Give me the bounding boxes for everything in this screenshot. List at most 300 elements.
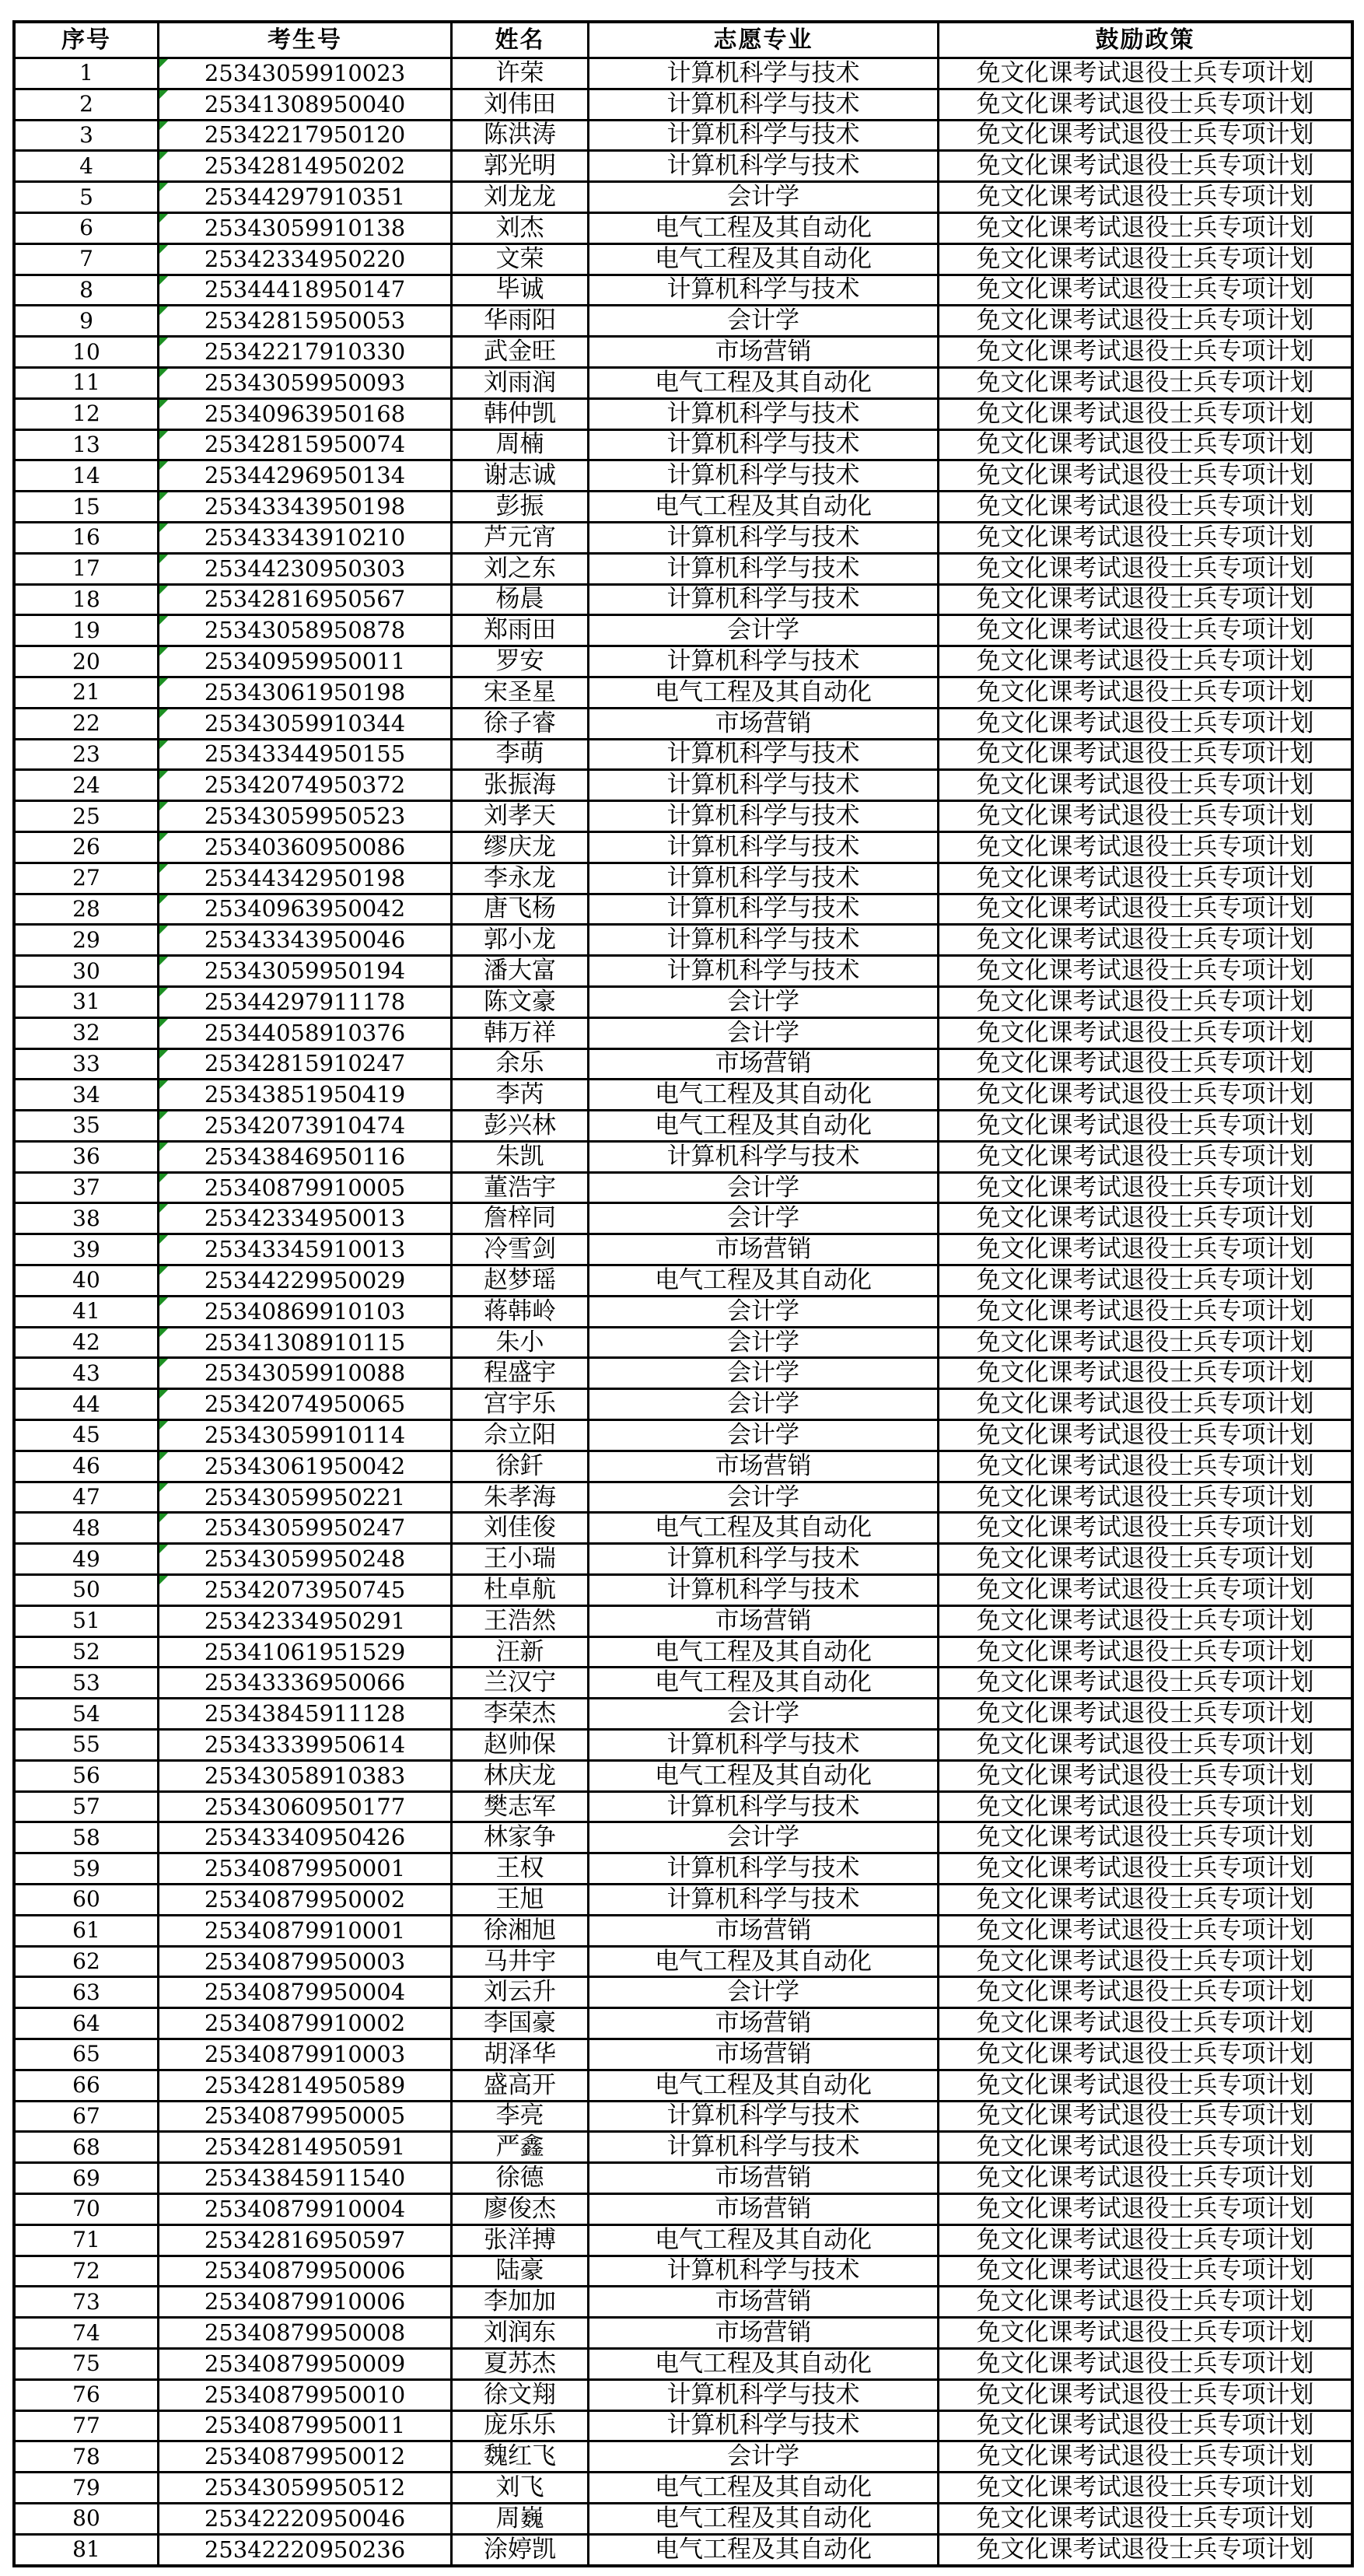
cell-name[interactable]: 周楠: [453, 431, 587, 460]
cell-major[interactable]: 计算机科学与技术: [589, 647, 937, 676]
cell-major[interactable]: 计算机科学与技术: [589, 1731, 937, 1759]
cell-index[interactable]: 18: [16, 586, 157, 614]
cell-candidate-id[interactable]: 25343059950512: [159, 2473, 450, 2502]
cell-index[interactable]: 55: [16, 1731, 157, 1759]
cell-candidate-id[interactable]: 25340879950004: [159, 1978, 450, 2007]
cell-name[interactable]: 刘龙龙: [453, 183, 587, 212]
cell-name[interactable]: 韩仲凯: [453, 400, 587, 429]
cell-major[interactable]: 会计学: [589, 616, 937, 645]
cell-name[interactable]: 刘云升: [453, 1978, 587, 2007]
cell-policy[interactable]: 免文化课考试退役士兵专项计划: [939, 1823, 1351, 1852]
cell-index[interactable]: 30: [16, 957, 157, 985]
cell-name[interactable]: 华雨阳: [453, 306, 587, 335]
cell-major[interactable]: 会计学: [589, 1483, 937, 1512]
cell-index[interactable]: 71: [16, 2226, 157, 2255]
cell-candidate-id[interactable]: 25340879910001: [159, 1916, 450, 1945]
cell-major[interactable]: 计算机科学与技术: [589, 926, 937, 954]
cell-index[interactable]: 65: [16, 2040, 157, 2069]
cell-name[interactable]: 王权: [453, 1854, 587, 1883]
cell-policy[interactable]: 免文化课考试退役士兵专项计划: [939, 1452, 1351, 1481]
cell-index[interactable]: 45: [16, 1421, 157, 1450]
cell-index[interactable]: 3: [16, 121, 157, 150]
cell-name[interactable]: 汪新: [453, 1638, 587, 1667]
cell-major[interactable]: 会计学: [589, 1823, 937, 1852]
cell-major[interactable]: 电气工程及其自动化: [589, 1111, 937, 1140]
cell-name[interactable]: 刘伟田: [453, 90, 587, 119]
cell-candidate-id[interactable]: 25340879950002: [159, 1885, 450, 1914]
cell-policy[interactable]: 免文化课考试退役士兵专项计划: [939, 90, 1351, 119]
cell-candidate-id[interactable]: 25340879950010: [159, 2381, 450, 2410]
cell-major[interactable]: 市场营销: [589, 2009, 937, 2038]
cell-name[interactable]: 廖俊杰: [453, 2195, 587, 2224]
cell-major[interactable]: 会计学: [589, 1390, 937, 1419]
cell-name[interactable]: 李加加: [453, 2287, 587, 2316]
cell-policy[interactable]: 免文化课考试退役士兵专项计划: [939, 2040, 1351, 2069]
cell-candidate-id[interactable]: 25343059950523: [159, 802, 450, 831]
cell-candidate-id[interactable]: 25343344950155: [159, 740, 450, 769]
cell-major[interactable]: 电气工程及其自动化: [589, 245, 937, 274]
cell-candidate-id[interactable]: 25340879950006: [159, 2257, 450, 2286]
cell-candidate-id[interactable]: 25342816950567: [159, 586, 450, 614]
cell-name[interactable]: 陈文豪: [453, 988, 587, 1017]
cell-name[interactable]: 徐文翔: [453, 2381, 587, 2410]
cell-major[interactable]: 计算机科学与技术: [589, 2257, 937, 2286]
cell-index[interactable]: 25: [16, 802, 157, 831]
cell-index[interactable]: 6: [16, 214, 157, 243]
cell-candidate-id[interactable]: 25341308950040: [159, 90, 450, 119]
cell-name[interactable]: 朱孝海: [453, 1483, 587, 1512]
cell-candidate-id[interactable]: 25343345910013: [159, 1235, 450, 1264]
cell-name[interactable]: 詹梓同: [453, 1204, 587, 1233]
cell-policy[interactable]: 免文化课考试退役士兵专项计划: [939, 2102, 1351, 2131]
cell-index[interactable]: 33: [16, 1050, 157, 1079]
cell-policy[interactable]: 免文化课考试退役士兵专项计划: [939, 492, 1351, 521]
cell-name[interactable]: 王浩然: [453, 1607, 587, 1636]
cell-name[interactable]: 刘佳俊: [453, 1514, 587, 1542]
cell-policy[interactable]: 免文化课考试退役士兵专项计划: [939, 957, 1351, 985]
cell-candidate-id[interactable]: 25342814950591: [159, 2133, 450, 2161]
cell-index[interactable]: 26: [16, 833, 157, 862]
column-header-policy[interactable]: 鼓励政策: [939, 23, 1351, 57]
cell-major[interactable]: 市场营销: [589, 1050, 937, 1079]
cell-major[interactable]: 计算机科学与技术: [589, 1143, 937, 1171]
cell-policy[interactable]: 免文化课考试退役士兵专项计划: [939, 2442, 1351, 2471]
cell-candidate-id[interactable]: 25342073910474: [159, 1111, 450, 1140]
cell-name[interactable]: 许荣: [453, 59, 587, 88]
cell-index[interactable]: 24: [16, 771, 157, 800]
cell-major[interactable]: 电气工程及其自动化: [589, 1080, 937, 1109]
cell-index[interactable]: 79: [16, 2473, 157, 2502]
cell-index[interactable]: 47: [16, 1483, 157, 1512]
cell-name[interactable]: 夏苏杰: [453, 2350, 587, 2378]
cell-name[interactable]: 樊志军: [453, 1793, 587, 1822]
cell-index[interactable]: 68: [16, 2133, 157, 2161]
cell-index[interactable]: 53: [16, 1668, 157, 1697]
cell-policy[interactable]: 免文化课考试退役士兵专项计划: [939, 306, 1351, 335]
cell-policy[interactable]: 免文化课考试退役士兵专项计划: [939, 1235, 1351, 1264]
cell-index[interactable]: 58: [16, 1823, 157, 1852]
cell-policy[interactable]: 免文化课考试退役士兵专项计划: [939, 2071, 1351, 2100]
cell-candidate-id[interactable]: 25342814950202: [159, 152, 450, 180]
cell-candidate-id[interactable]: 25343059910023: [159, 59, 450, 88]
cell-policy[interactable]: 免文化课考试退役士兵专项计划: [939, 2287, 1351, 2316]
cell-index[interactable]: 38: [16, 1204, 157, 1233]
cell-index[interactable]: 29: [16, 926, 157, 954]
cell-index[interactable]: 14: [16, 461, 157, 490]
cell-major[interactable]: 计算机科学与技术: [589, 276, 937, 305]
cell-policy[interactable]: 免文化课考试退役士兵专项计划: [939, 2473, 1351, 2502]
cell-name[interactable]: 王小瑞: [453, 1545, 587, 1573]
cell-index[interactable]: 21: [16, 678, 157, 707]
cell-index[interactable]: 57: [16, 1793, 157, 1822]
cell-policy[interactable]: 免文化课考试退役士兵专项计划: [939, 1699, 1351, 1728]
cell-index[interactable]: 50: [16, 1576, 157, 1605]
cell-candidate-id[interactable]: 25340879910002: [159, 2009, 450, 2038]
cell-name[interactable]: 佘立阳: [453, 1421, 587, 1450]
cell-candidate-id[interactable]: 25343339950614: [159, 1731, 450, 1759]
cell-policy[interactable]: 免文化课考试退役士兵专项计划: [939, 1885, 1351, 1914]
cell-index[interactable]: 39: [16, 1235, 157, 1264]
cell-index[interactable]: 16: [16, 523, 157, 552]
cell-index[interactable]: 36: [16, 1143, 157, 1171]
cell-name[interactable]: 蒋韩岭: [453, 1297, 587, 1326]
cell-name[interactable]: 朱凯: [453, 1143, 587, 1171]
cell-major[interactable]: 会计学: [589, 1978, 937, 2007]
cell-name[interactable]: 杜卓航: [453, 1576, 587, 1605]
cell-major[interactable]: 电气工程及其自动化: [589, 214, 937, 243]
cell-major[interactable]: 会计学: [589, 1204, 937, 1233]
cell-policy[interactable]: 免文化课考试退役士兵专项计划: [939, 1080, 1351, 1109]
cell-name[interactable]: 刘之东: [453, 555, 587, 583]
cell-name[interactable]: 刘润东: [453, 2319, 587, 2347]
cell-policy[interactable]: 免文化课考试退役士兵专项计划: [939, 1050, 1351, 1079]
cell-name[interactable]: 林庆龙: [453, 1762, 587, 1790]
cell-candidate-id[interactable]: 25343059950221: [159, 1483, 450, 1512]
column-header-candidate-id[interactable]: 考生号: [159, 23, 450, 57]
cell-policy[interactable]: 免文化课考试退役士兵专项计划: [939, 2226, 1351, 2255]
cell-major[interactable]: 市场营销: [589, 2195, 937, 2224]
cell-name[interactable]: 潘大富: [453, 957, 587, 985]
cell-policy[interactable]: 免文化课考试退役士兵专项计划: [939, 678, 1351, 707]
cell-candidate-id[interactable]: 25344342950198: [159, 864, 450, 893]
cell-candidate-id[interactable]: 25342815950074: [159, 431, 450, 460]
cell-major[interactable]: 计算机科学与技术: [589, 740, 937, 769]
cell-policy[interactable]: 免文化课考试退役士兵专项计划: [939, 926, 1351, 954]
cell-major[interactable]: 会计学: [589, 1421, 937, 1450]
cell-index[interactable]: 17: [16, 555, 157, 583]
cell-policy[interactable]: 免文化课考试退役士兵专项计划: [939, 1916, 1351, 1945]
cell-candidate-id[interactable]: 25342334950013: [159, 1204, 450, 1233]
cell-policy[interactable]: 免文化课考试退役士兵专项计划: [939, 1390, 1351, 1419]
cell-candidate-id[interactable]: 25342074950372: [159, 771, 450, 800]
cell-policy[interactable]: 免文化课考试退役士兵专项计划: [939, 400, 1351, 429]
cell-candidate-id[interactable]: 25342220950046: [159, 2504, 450, 2533]
cell-policy[interactable]: 免文化课考试退役士兵专项计划: [939, 1204, 1351, 1233]
cell-index[interactable]: 42: [16, 1328, 157, 1357]
cell-name[interactable]: 毕诚: [453, 276, 587, 305]
cell-candidate-id[interactable]: 25342334950220: [159, 245, 450, 274]
cell-major[interactable]: 电气工程及其自动化: [589, 492, 937, 521]
cell-index[interactable]: 23: [16, 740, 157, 769]
cell-policy[interactable]: 免文化课考试退役士兵专项计划: [939, 2257, 1351, 2286]
cell-name[interactable]: 林家争: [453, 1823, 587, 1852]
cell-policy[interactable]: 免文化课考试退役士兵专项计划: [939, 2195, 1351, 2224]
cell-index[interactable]: 67: [16, 2102, 157, 2131]
cell-name[interactable]: 郭光明: [453, 152, 587, 180]
cell-policy[interactable]: 免文化课考试退役士兵专项计划: [939, 183, 1351, 212]
cell-index[interactable]: 59: [16, 1854, 157, 1883]
cell-name[interactable]: 杨晨: [453, 586, 587, 614]
cell-candidate-id[interactable]: 25340879910004: [159, 2195, 450, 2224]
cell-index[interactable]: 12: [16, 400, 157, 429]
cell-name[interactable]: 涂婷凯: [453, 2536, 587, 2564]
cell-policy[interactable]: 免文化课考试退役士兵专项计划: [939, 1576, 1351, 1605]
cell-major[interactable]: 计算机科学与技术: [589, 400, 937, 429]
cell-index[interactable]: 1: [16, 59, 157, 88]
cell-index[interactable]: 80: [16, 2504, 157, 2533]
cell-index[interactable]: 32: [16, 1019, 157, 1048]
cell-index[interactable]: 46: [16, 1452, 157, 1481]
cell-policy[interactable]: 免文化课考试退役士兵专项计划: [939, 1359, 1351, 1388]
cell-name[interactable]: 王旭: [453, 1885, 587, 1914]
cell-major[interactable]: 计算机科学与技术: [589, 431, 937, 460]
cell-index[interactable]: 54: [16, 1699, 157, 1728]
cell-name[interactable]: 徐湘旭: [453, 1916, 587, 1945]
cell-index[interactable]: 51: [16, 1607, 157, 1636]
cell-index[interactable]: 64: [16, 2009, 157, 2038]
cell-policy[interactable]: 免文化课考试退役士兵专项计划: [939, 1143, 1351, 1171]
cell-policy[interactable]: 免文化课考试退役士兵专项计划: [939, 431, 1351, 460]
cell-index[interactable]: 15: [16, 492, 157, 521]
cell-name[interactable]: 李芮: [453, 1080, 587, 1109]
cell-candidate-id[interactable]: 25340879950005: [159, 2102, 450, 2131]
cell-name[interactable]: 赵帅保: [453, 1731, 587, 1759]
cell-candidate-id[interactable]: 25340360950086: [159, 833, 450, 862]
cell-candidate-id[interactable]: 25343343950198: [159, 492, 450, 521]
cell-policy[interactable]: 免文化课考试退役士兵专项计划: [939, 1948, 1351, 1976]
cell-candidate-id[interactable]: 25343061950042: [159, 1452, 450, 1481]
cell-candidate-id[interactable]: 25340879910003: [159, 2040, 450, 2069]
cell-major[interactable]: 电气工程及其自动化: [589, 2226, 937, 2255]
cell-name[interactable]: 董浩宇: [453, 1174, 587, 1202]
cell-name[interactable]: 程盛宇: [453, 1359, 587, 1388]
cell-major[interactable]: 计算机科学与技术: [589, 59, 937, 88]
cell-index[interactable]: 73: [16, 2287, 157, 2316]
cell-major[interactable]: 会计学: [589, 2442, 937, 2471]
cell-index[interactable]: 19: [16, 616, 157, 645]
cell-major[interactable]: 电气工程及其自动化: [589, 678, 937, 707]
cell-index[interactable]: 62: [16, 1948, 157, 1976]
cell-candidate-id[interactable]: 25343336950066: [159, 1668, 450, 1697]
cell-major[interactable]: 计算机科学与技术: [589, 2412, 937, 2441]
cell-candidate-id[interactable]: 25344297911178: [159, 988, 450, 1017]
cell-major[interactable]: 会计学: [589, 988, 937, 1017]
cell-major[interactable]: 会计学: [589, 1174, 937, 1202]
cell-candidate-id[interactable]: 25342217910330: [159, 338, 450, 366]
cell-name[interactable]: 魏红飞: [453, 2442, 587, 2471]
cell-major[interactable]: 会计学: [589, 183, 937, 212]
cell-candidate-id[interactable]: 25340869910103: [159, 1297, 450, 1326]
cell-index[interactable]: 69: [16, 2164, 157, 2193]
cell-index[interactable]: 5: [16, 183, 157, 212]
cell-policy[interactable]: 免文化课考试退役士兵专项计划: [939, 1854, 1351, 1883]
cell-candidate-id[interactable]: 25344229950029: [159, 1266, 450, 1295]
cell-candidate-id[interactable]: 25342220950236: [159, 2536, 450, 2564]
cell-policy[interactable]: 免文化课考试退役士兵专项计划: [939, 709, 1351, 738]
column-header-major[interactable]: 志愿专业: [589, 23, 937, 57]
cell-name[interactable]: 朱小: [453, 1328, 587, 1357]
cell-policy[interactable]: 免文化课考试退役士兵专项计划: [939, 2164, 1351, 2193]
cell-major[interactable]: 市场营销: [589, 2164, 937, 2193]
column-header-index[interactable]: 序号: [16, 23, 157, 57]
cell-candidate-id[interactable]: 25340879950012: [159, 2442, 450, 2471]
cell-candidate-id[interactable]: 25343059910114: [159, 1421, 450, 1450]
cell-policy[interactable]: 免文化课考试退役士兵专项计划: [939, 771, 1351, 800]
cell-index[interactable]: 31: [16, 988, 157, 1017]
cell-candidate-id[interactable]: 25342814950589: [159, 2071, 450, 2100]
cell-index[interactable]: 34: [16, 1080, 157, 1109]
cell-candidate-id[interactable]: 25340879950009: [159, 2350, 450, 2378]
cell-candidate-id[interactable]: 25340959950011: [159, 647, 450, 676]
cell-candidate-id[interactable]: 25340879950001: [159, 1854, 450, 1883]
cell-candidate-id[interactable]: 25343061950198: [159, 678, 450, 707]
cell-major[interactable]: 电气工程及其自动化: [589, 369, 937, 397]
cell-name[interactable]: 宫宇乐: [453, 1390, 587, 1419]
cell-index[interactable]: 10: [16, 338, 157, 366]
cell-name[interactable]: 李萌: [453, 740, 587, 769]
cell-candidate-id[interactable]: 25340879950008: [159, 2319, 450, 2347]
cell-candidate-id[interactable]: 25343340950426: [159, 1823, 450, 1852]
cell-candidate-id[interactable]: 25343845911128: [159, 1699, 450, 1728]
cell-index[interactable]: 72: [16, 2257, 157, 2286]
cell-policy[interactable]: 免文化课考试退役士兵专项计划: [939, 647, 1351, 676]
cell-major[interactable]: 计算机科学与技术: [589, 802, 937, 831]
cell-major[interactable]: 市场营销: [589, 2287, 937, 2316]
cell-major[interactable]: 会计学: [589, 1328, 937, 1357]
cell-policy[interactable]: 免文化课考试退役士兵专项计划: [939, 59, 1351, 88]
cell-candidate-id[interactable]: 25341061951529: [159, 1638, 450, 1667]
cell-policy[interactable]: 免文化课考试退役士兵专项计划: [939, 121, 1351, 150]
cell-candidate-id[interactable]: 25343059950247: [159, 1514, 450, 1542]
cell-candidate-id[interactable]: 25343060950177: [159, 1793, 450, 1822]
cell-policy[interactable]: 免文化课考试退役士兵专项计划: [939, 152, 1351, 180]
cell-policy[interactable]: 免文化课考试退役士兵专项计划: [939, 616, 1351, 645]
cell-candidate-id[interactable]: 25342815910247: [159, 1050, 450, 1079]
cell-index[interactable]: 49: [16, 1545, 157, 1573]
cell-name[interactable]: 冷雪剑: [453, 1235, 587, 1264]
cell-name[interactable]: 彭兴林: [453, 1111, 587, 1140]
cell-policy[interactable]: 免文化课考试退役士兵专项计划: [939, 2536, 1351, 2564]
cell-name[interactable]: 胡泽华: [453, 2040, 587, 2069]
cell-name[interactable]: 徐子睿: [453, 709, 587, 738]
cell-index[interactable]: 43: [16, 1359, 157, 1388]
cell-candidate-id[interactable]: 25342334950291: [159, 1607, 450, 1636]
cell-index[interactable]: 22: [16, 709, 157, 738]
cell-name[interactable]: 谢志诚: [453, 461, 587, 490]
cell-major[interactable]: 计算机科学与技术: [589, 2381, 937, 2410]
cell-major[interactable]: 会计学: [589, 1699, 937, 1728]
cell-index[interactable]: 78: [16, 2442, 157, 2471]
cell-major[interactable]: 计算机科学与技术: [589, 895, 937, 924]
cell-policy[interactable]: 免文化课考试退役士兵专项计划: [939, 1762, 1351, 1790]
cell-major[interactable]: 会计学: [589, 1019, 937, 1048]
cell-policy[interactable]: 免文化课考试退役士兵专项计划: [939, 833, 1351, 862]
cell-index[interactable]: 37: [16, 1174, 157, 1202]
cell-index[interactable]: 75: [16, 2350, 157, 2378]
cell-candidate-id[interactable]: 25344058910376: [159, 1019, 450, 1048]
cell-candidate-id[interactable]: 25343343950046: [159, 926, 450, 954]
cell-index[interactable]: 77: [16, 2412, 157, 2441]
cell-major[interactable]: 计算机科学与技术: [589, 833, 937, 862]
cell-candidate-id[interactable]: 25344297910351: [159, 183, 450, 212]
cell-candidate-id[interactable]: 25343058910383: [159, 1762, 450, 1790]
cell-name[interactable]: 兰汉宁: [453, 1668, 587, 1697]
cell-candidate-id[interactable]: 25340879910005: [159, 1174, 450, 1202]
cell-name[interactable]: 李国豪: [453, 2009, 587, 2038]
cell-candidate-id[interactable]: 25342217950120: [159, 121, 450, 150]
cell-index[interactable]: 20: [16, 647, 157, 676]
cell-name[interactable]: 徐德: [453, 2164, 587, 2193]
cell-index[interactable]: 52: [16, 1638, 157, 1667]
cell-policy[interactable]: 免文化课考试退役士兵专项计划: [939, 1019, 1351, 1048]
cell-policy[interactable]: 免文化课考试退役士兵专项计划: [939, 245, 1351, 274]
cell-name[interactable]: 罗安: [453, 647, 587, 676]
cell-name[interactable]: 严鑫: [453, 2133, 587, 2161]
cell-name[interactable]: 宋圣星: [453, 678, 587, 707]
cell-candidate-id[interactable]: 25342074950065: [159, 1390, 450, 1419]
cell-name[interactable]: 韩万祥: [453, 1019, 587, 1048]
cell-candidate-id[interactable]: 25343845911540: [159, 2164, 450, 2193]
cell-index[interactable]: 28: [16, 895, 157, 924]
cell-name[interactable]: 陆豪: [453, 2257, 587, 2286]
cell-index[interactable]: 63: [16, 1978, 157, 2007]
cell-policy[interactable]: 免文化课考试退役士兵专项计划: [939, 2412, 1351, 2441]
cell-major[interactable]: 会计学: [589, 306, 937, 335]
cell-candidate-id[interactable]: 25344296950134: [159, 461, 450, 490]
cell-name[interactable]: 盛高开: [453, 2071, 587, 2100]
cell-index[interactable]: 8: [16, 276, 157, 305]
cell-name[interactable]: 武金旺: [453, 338, 587, 366]
cell-policy[interactable]: 免文化课考试退役士兵专项计划: [939, 2350, 1351, 2378]
cell-name[interactable]: 郑雨田: [453, 616, 587, 645]
cell-candidate-id[interactable]: 25343846950116: [159, 1143, 450, 1171]
cell-policy[interactable]: 免文化课考试退役士兵专项计划: [939, 1111, 1351, 1140]
cell-index[interactable]: 76: [16, 2381, 157, 2410]
cell-major[interactable]: 计算机科学与技术: [589, 121, 937, 150]
cell-major[interactable]: 计算机科学与技术: [589, 1545, 937, 1573]
cell-name[interactable]: 李永龙: [453, 864, 587, 893]
cell-name[interactable]: 文荣: [453, 245, 587, 274]
cell-major[interactable]: 电气工程及其自动化: [589, 2504, 937, 2533]
cell-major[interactable]: 计算机科学与技术: [589, 461, 937, 490]
cell-major[interactable]: 市场营销: [589, 2040, 937, 2069]
cell-index[interactable]: 81: [16, 2536, 157, 2564]
cell-name[interactable]: 张洋搏: [453, 2226, 587, 2255]
cell-major[interactable]: 市场营销: [589, 1235, 937, 1264]
cell-major[interactable]: 计算机科学与技术: [589, 1576, 937, 1605]
cell-name[interactable]: 彭振: [453, 492, 587, 521]
cell-candidate-id[interactable]: 25343343910210: [159, 523, 450, 552]
cell-name[interactable]: 刘孝天: [453, 802, 587, 831]
cell-major[interactable]: 计算机科学与技术: [589, 523, 937, 552]
cell-index[interactable]: 61: [16, 1916, 157, 1945]
cell-major[interactable]: 电气工程及其自动化: [589, 2536, 937, 2564]
cell-index[interactable]: 44: [16, 1390, 157, 1419]
cell-major[interactable]: 市场营销: [589, 2319, 937, 2347]
cell-policy[interactable]: 免文化课考试退役士兵专项计划: [939, 802, 1351, 831]
cell-policy[interactable]: 免文化课考试退役士兵专项计划: [939, 2133, 1351, 2161]
cell-policy[interactable]: 免文化课考试退役士兵专项计划: [939, 1514, 1351, 1542]
